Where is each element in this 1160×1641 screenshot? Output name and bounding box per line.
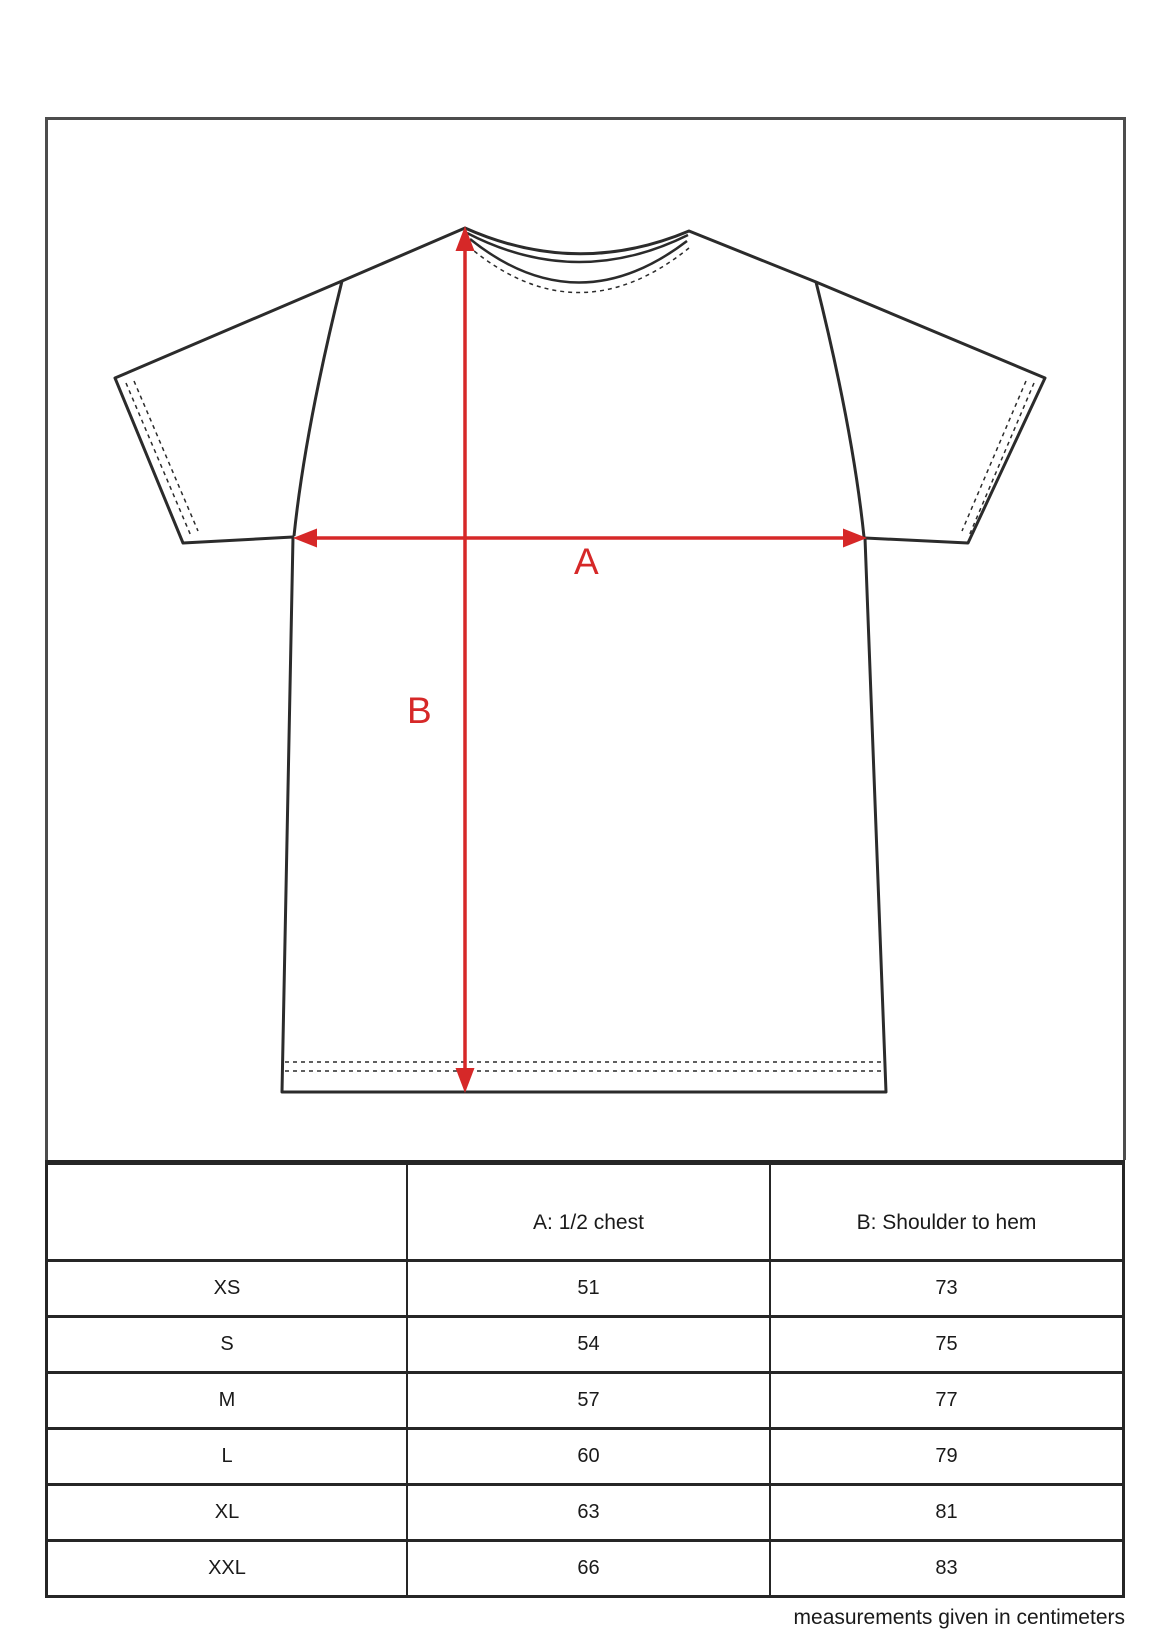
value-a: 66 xyxy=(408,1542,771,1595)
tshirt-outline xyxy=(115,228,1045,1092)
value-b: 75 xyxy=(935,1333,958,1355)
size-label: XXL xyxy=(48,1542,408,1595)
table-row-xl xyxy=(48,1483,1122,1539)
table-row-xs xyxy=(48,1259,1122,1315)
header-a-half-chest: A: 1/2 chest xyxy=(408,1165,771,1259)
table-row-xxl xyxy=(48,1539,1122,1595)
header-size-cell xyxy=(48,1165,408,1259)
value-b: 81 xyxy=(935,1501,958,1523)
dimension-label-a: A xyxy=(574,541,599,582)
units-note: measurements given in centimeters xyxy=(793,1606,1125,1629)
value-b: 83 xyxy=(935,1557,958,1579)
table-row-s xyxy=(48,1315,1122,1371)
size-label: L xyxy=(48,1430,408,1483)
table-row-m xyxy=(48,1371,1122,1427)
value-b: 73 xyxy=(935,1277,958,1299)
size-label: XS xyxy=(48,1262,408,1315)
value-a: 51 xyxy=(408,1262,771,1315)
value-a: 60 xyxy=(408,1430,771,1483)
value-a: 57 xyxy=(408,1374,771,1427)
size-label: XL xyxy=(48,1486,408,1539)
size-label: S xyxy=(48,1318,408,1371)
size-table-header-row xyxy=(48,1165,1122,1259)
value-b: 77 xyxy=(935,1389,958,1411)
value-a: 63 xyxy=(408,1486,771,1539)
table-row-l xyxy=(48,1427,1122,1483)
size-table xyxy=(45,1160,1125,1598)
dimension-label-b: B xyxy=(407,690,432,731)
value-b: 79 xyxy=(935,1445,958,1467)
value-a: 54 xyxy=(408,1318,771,1371)
header-b-shoulder-to-hem: B: Shoulder to hem xyxy=(856,1211,1037,1234)
size-label: M xyxy=(48,1374,408,1427)
